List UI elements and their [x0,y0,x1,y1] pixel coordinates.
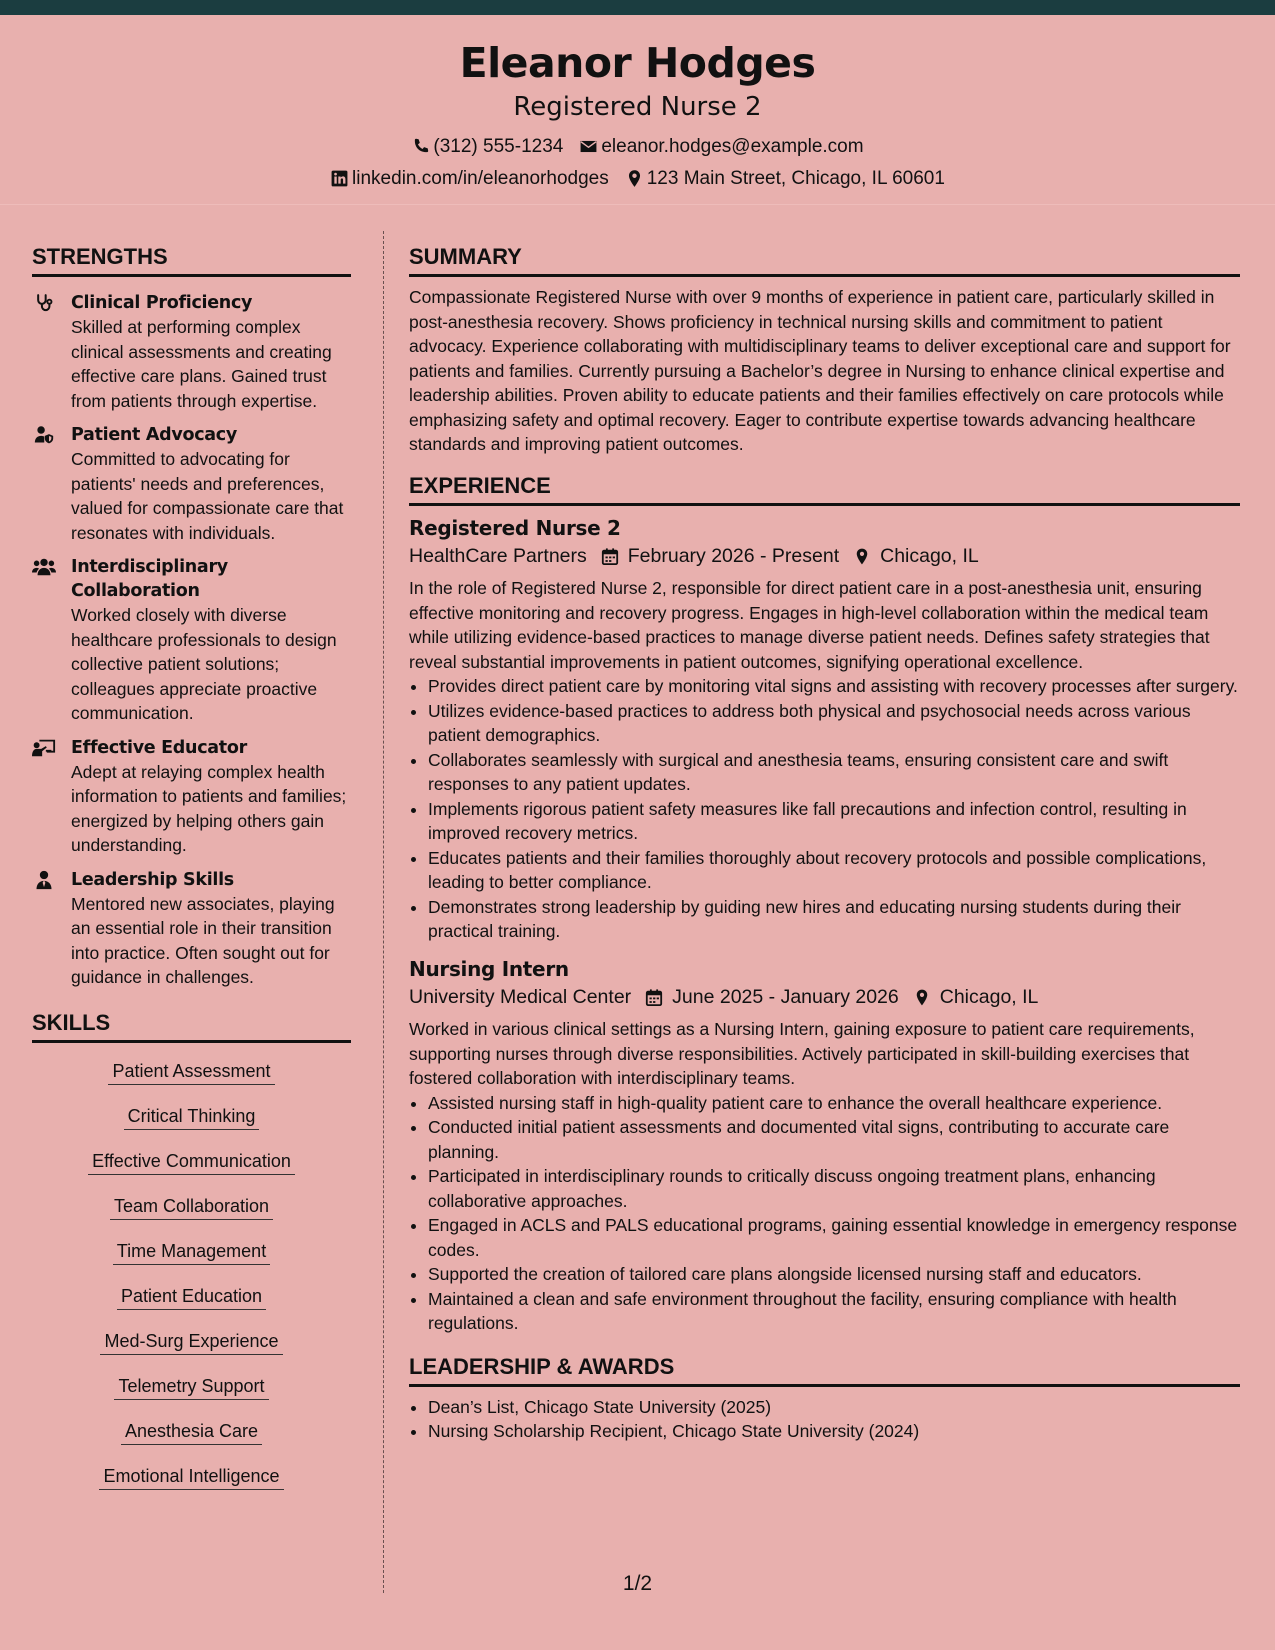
skill-row [32,1149,351,1194]
job-bullet: • Collaborates seamlessly with surgical and anesthesia teams, ensuring consistent care and swift responses to any patient updates. [428,748,1240,797]
summary-heading: SUMMARY [409,246,1240,277]
skill-tag: Emotional Intelligence [99,1464,283,1490]
strength-item [32,736,351,858]
page-number: 1/2 [622,1572,653,1595]
strength-item [32,291,351,413]
job-bullet: • Supported the creation of tailored care plans alongside licensed nursing staff and educators. [428,1262,1240,1287]
job-bullet: • Provides direct patient care by monitoring vital signs and assisting with recovery processes after surgery. [428,674,1240,699]
top-accent-bar [0,0,1275,15]
skill-tag: Patient Education [117,1284,266,1310]
job-company: HealthCare Partners [409,544,587,567]
skill-row [32,1194,351,1239]
skill-tag: Telemetry Support [114,1374,268,1400]
summary-text: Compassionate Registered Nurse with over 9 months of experience in patient care, particularly skilled in post-anesthesia recovery. Shows proficiency in technical nursing skills and commitment to patient advocacy. Experience collaborating with multidisciplinary teams to deliver exceptional care and support for patients and families. Currently pursuing a Bachelor’s degree in Nursing to enhance clinical expertise and leadership abilities. Proven ability to educate patients and their families effectively on care protocols while emphasizing safety and optimal recovery. Eager to contribute expertise towards advancing healthcare standards and improving patient outcomes. [409,287,1231,454]
strength-description: Worked closely with diverse healthcare professionals to design collective patient solutions; colleagues appreciate proactive communication. [71,605,337,723]
job-dates: February 2026 - Present [627,544,840,567]
skill-tag: Time Management [113,1239,270,1265]
street-address: 123 Main Street, Chicago, IL 60601 [646,168,945,189]
address-contact [625,169,945,188]
skill-row [32,1059,351,1104]
contact-row-1 [0,137,1275,156]
candidate-name: Eleanor Hodges [459,39,816,87]
envelope-icon [579,137,598,156]
job-location: Chicago, IL [939,985,1039,1008]
job-bullet: • Maintained a clean and safe environment throughout the facility, ensuring compliance with health regulations. [428,1287,1240,1336]
strength-title: Leadership Skills [71,869,234,890]
job-bullets [409,1091,1240,1336]
skill-row [32,1329,351,1374]
strength-description: Committed to advocating for patients' needs and preferences, valued for compassionate care that resonates with individuals. [71,449,344,543]
linkedin-icon [330,169,349,188]
skill-row [32,1464,351,1509]
skill-tag: Team Collaboration [110,1194,273,1220]
column-divider [383,231,384,1593]
strength-item [32,868,351,990]
user-shield-icon [32,425,56,445]
strength-title: Effective Educator [71,737,247,758]
map-marker-icon [853,547,871,566]
strength-title: Interdisciplinary Collaboration [71,557,228,601]
email-contact [579,137,863,156]
job-title: Registered Nurse 2 [513,92,762,122]
job-role: Registered Nurse 2 [409,515,621,540]
skill-row [32,1419,351,1464]
strength-title: Clinical Proficiency [71,293,253,313]
experience-heading: EXPERIENCE [409,475,1240,506]
skill-row [32,1284,351,1329]
calendar-icon [601,547,619,566]
skills-heading: SKILLS [32,1012,351,1043]
email-address[interactable]: eleanor.hodges@example.com [601,136,864,157]
job-location: Chicago, IL [880,544,979,567]
phone-contact [411,137,563,156]
job-bullet: • Conducted initial patient assessments and documented vital signs, contributing to accurate care planning. [428,1115,1240,1164]
strength-item [32,555,351,726]
awards-heading: LEADERSHIP & AWARDS [409,1356,1240,1387]
skill-tag: Critical Thinking [124,1104,260,1130]
left-column [32,246,351,1509]
skills-list [32,1059,351,1509]
users-icon [32,557,56,577]
calendar-icon [645,988,663,1007]
job-bullet: • Participated in interdisciplinary rounds to critically discuss ongoing treatment plans, enhancing collaborative approaches. [428,1164,1240,1213]
skill-row [32,1374,351,1419]
resume-header [0,15,1275,205]
skill-tag: Med-Surg Experience [100,1329,282,1355]
linkedin-contact [330,169,609,188]
job-bullets [409,674,1240,944]
job-company: University Medical Center [409,985,632,1008]
job-description: In the role of Registered Nurse 2, responsible for direct patient care in a post-anesthesia unit, ensuring effective monitoring and recovery progress. Engages in high-level collaboration within the medical team while utilizing evidence-based practices to manage diverse patient needs. Defines safety strategies that reveal substantial improvements in patient outcomes, signifying operational excellence. [409,578,1210,672]
award-item: • Dean’s List, Chicago State University (2025) [428,1395,1240,1420]
job-bullet: • Utilizes evidence-based practices to address both physical and psychosocial needs across various patient demographics. [428,699,1240,748]
linkedin-url[interactable]: linkedin.com/in/eleanorhodges [352,168,609,189]
chalkboard-teacher-icon [32,738,56,758]
job-description: Worked in various clinical settings as a Nursing Intern, gaining exposure to patient care requirements, supporting nurses through diverse responsibilities. Actively participated in skill-building exercises that fostered collaboration with interdisciplinary teams. [409,1019,1195,1088]
awards-list [409,1395,1240,1444]
award-item: • Nursing Scholarship Recipient, Chicago State University (2024) [428,1419,1240,1444]
strength-title: Patient Advocacy [71,425,237,445]
job-entry [409,515,1240,944]
skill-row [32,1239,351,1284]
job-bullet: • Engaged in ACLS and PALS educational programs, gaining essential knowledge in emergency response codes. [428,1213,1240,1262]
contact-row-2 [0,169,1275,188]
job-meta [409,985,1240,1008]
right-column [409,246,1240,1444]
job-bullet: • Educates patients and their families thoroughly about recovery protocols and possible complications, leading to better compliance. [428,846,1240,895]
map-marker-icon [625,169,644,188]
skill-tag: Anesthesia Care [121,1419,262,1445]
job-meta [409,544,1240,567]
job-bullet: • Assisted nursing staff in high-quality patient care to enhance the overall healthcare experience. [428,1091,1240,1116]
job-bullet: • Implements rigorous patient safety measures like fall precautions and infection control, resulting in improved recovery metrics. [428,797,1240,846]
strength-description: Skilled at performing complex clinical assessments and creating effective care plans. Gained trust from patients through expertise. [71,317,332,411]
phone-number[interactable]: (312) 555-1234 [433,136,564,157]
job-dates: June 2025 - January 2026 [672,985,899,1008]
strength-description: Mentored new associates, playing an essential role in their transition into practice. Often sought out for guidance in challenges. [71,893,335,987]
job-role: Nursing Intern [409,956,569,981]
phone-icon [411,137,430,156]
stethoscope-icon [32,293,56,313]
skill-row [32,1104,351,1149]
skill-tag: Effective Communication [88,1149,295,1175]
skill-tag: Patient Assessment [108,1059,274,1085]
strengths-heading: STRENGTHS [32,246,351,277]
job-bullet: • Demonstrates strong leadership by guiding new hires and educating nursing students during their practical training. [428,895,1240,944]
map-marker-icon [913,988,931,1007]
user-tie-icon [32,870,56,890]
strength-description: Adept at relaying complex health information to patients and families; energized by helping others gain understanding. [71,761,347,855]
job-entry [409,956,1240,1336]
strength-item [32,423,351,545]
